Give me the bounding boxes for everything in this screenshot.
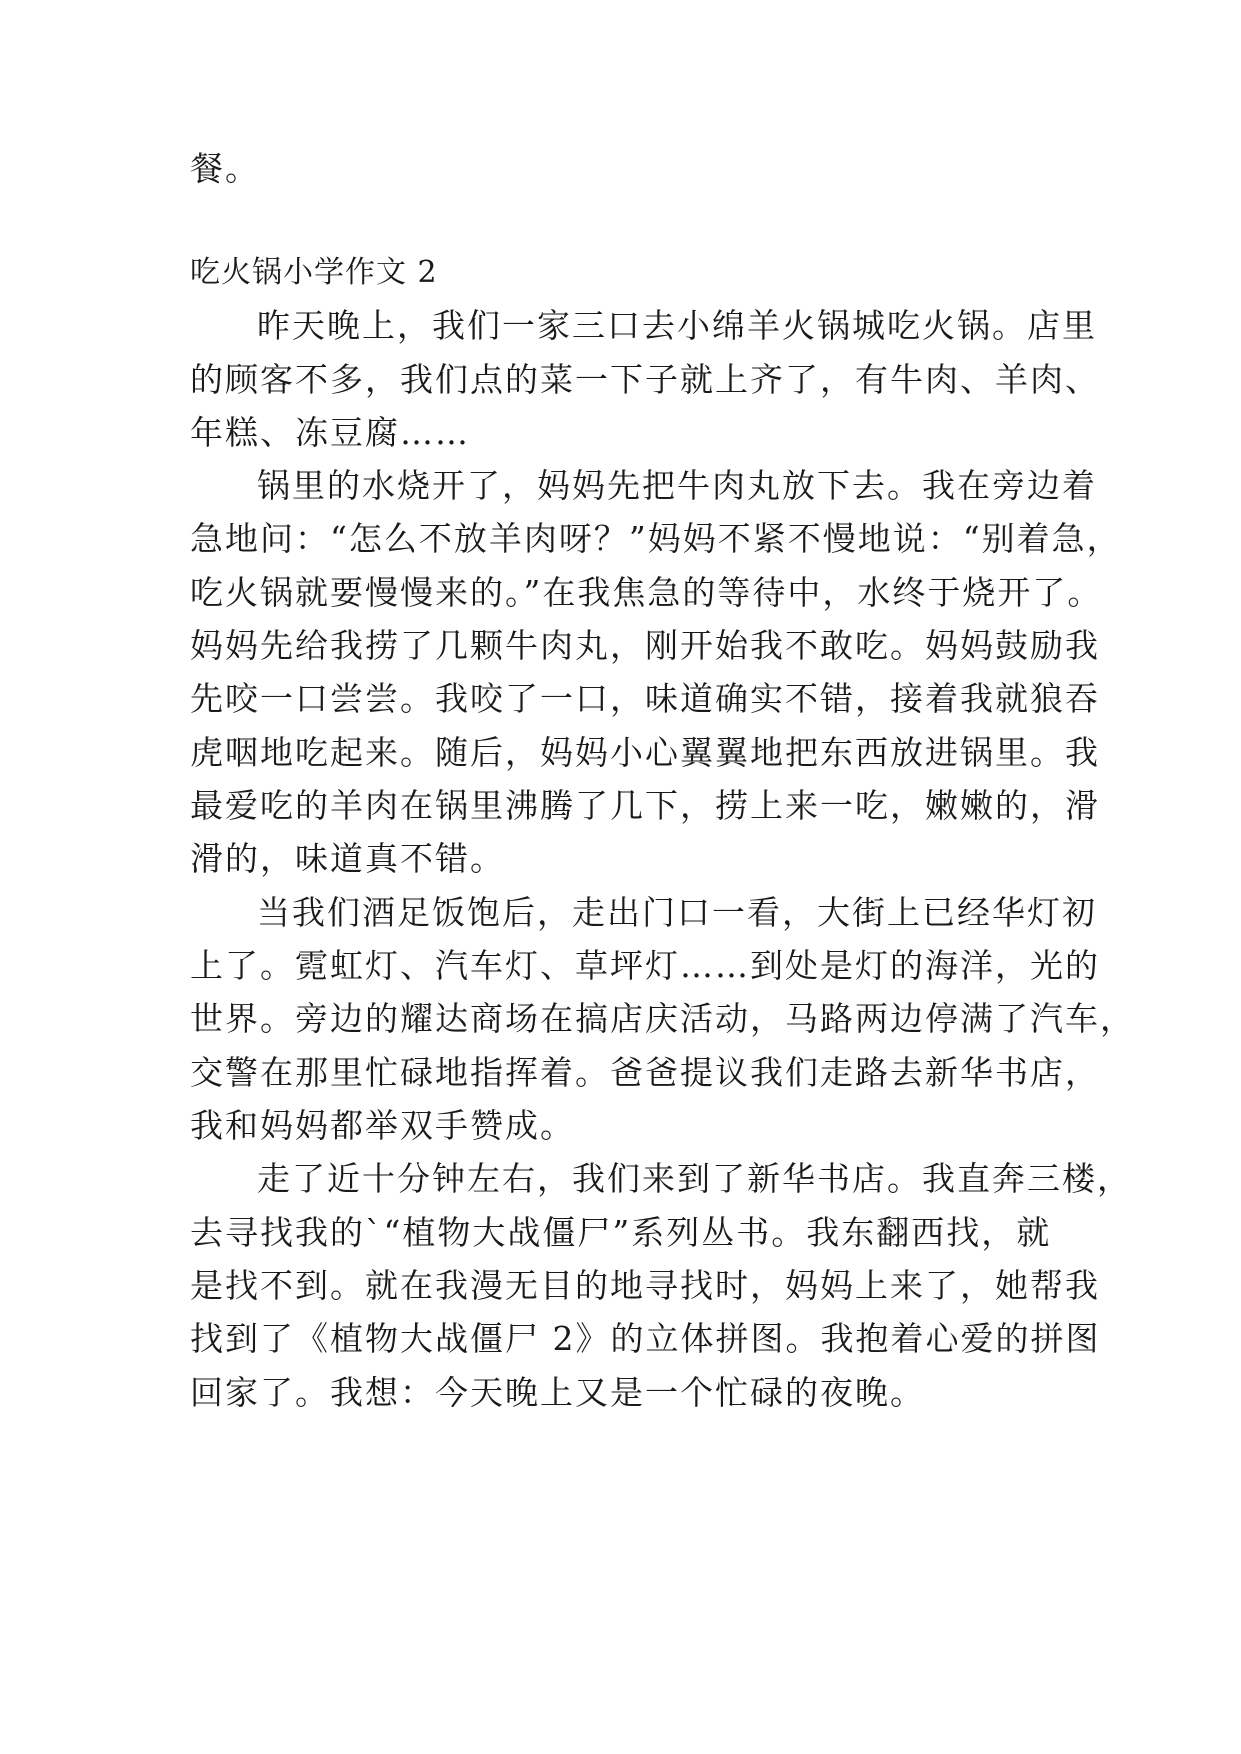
paragraph-line: 昨天晚上，我们一家三口去小绵羊火锅城吃火锅。店里 xyxy=(257,306,1097,345)
paragraph-line: 走了近十分钟左右，我们来到了新华书店。我直奔三楼， xyxy=(257,1159,1132,1198)
paragraph-line: 回家了。我想：今天晚上又是一个忙碌的夜晚。 xyxy=(190,1373,925,1412)
paragraph-line: 上了。霓虹灯、汽车灯、草坪灯……到处是灯的海洋，光的 xyxy=(190,946,1100,985)
paragraph-line: 最爱吃的羊肉在锅里沸腾了几下，捞上来一吃，嫩嫩的，滑 xyxy=(190,786,1100,825)
paragraph-line: 急地问：“怎么不放羊肉呀？”妈妈不紧不慢地说：“别着急， xyxy=(190,519,1122,558)
paragraph-line: 年糕、冻豆腐…… xyxy=(190,413,470,452)
paragraph-line: 去寻找我的`“植物大战僵尸”系列丛书。我东翻西找，就 xyxy=(190,1213,1052,1252)
paragraph-line: 当我们酒足饭饱后，走出门口一看，大街上已经华灯初 xyxy=(257,893,1097,932)
paragraph-line: 的顾客不多，我们点的菜一下子就上齐了，有牛肉、羊肉、 xyxy=(190,360,1100,399)
paragraph-line: 我和妈妈都举双手赞成。 xyxy=(190,1106,575,1145)
paragraph-line: 滑的，味道真不错。 xyxy=(190,839,505,878)
paragraph-line: 吃火锅就要慢慢来的。”在我焦急的等待中，水终于烧开了。 xyxy=(190,573,1103,612)
paragraph-line: 是找不到。就在我漫无目的地寻找时，妈妈上来了，她帮我 xyxy=(190,1266,1100,1305)
paragraph-line: 世界。旁边的耀达商场在搞店庆活动，马路两边停满了汽车， xyxy=(190,999,1135,1038)
paragraph-line: 虎咽地吃起来。随后，妈妈小心翼翼地把东西放进锅里。我 xyxy=(190,733,1100,772)
essay-title: 吃火锅小学作文 2 xyxy=(190,255,438,290)
paragraph-line: 找到了《植物大战僵尸 2》的立体拼图。我抱着心爱的拼图 xyxy=(190,1319,1101,1358)
paragraph-line: 交警在那里忙碌地指挥着。爸爸提议我们走路去新华书店， xyxy=(190,1053,1100,1092)
paragraph-line: 妈妈先给我捞了几颗牛肉丸，刚开始我不敢吃。妈妈鼓励我 xyxy=(190,626,1100,665)
paragraph-line: 先咬一口尝尝。我咬了一口，味道确实不错，接着我就狼吞 xyxy=(190,679,1100,718)
previous-page-fragment: 餐。 xyxy=(190,149,260,188)
paragraph-line: 锅里的水烧开了，妈妈先把牛肉丸放下去。我在旁边着 xyxy=(257,466,1097,505)
